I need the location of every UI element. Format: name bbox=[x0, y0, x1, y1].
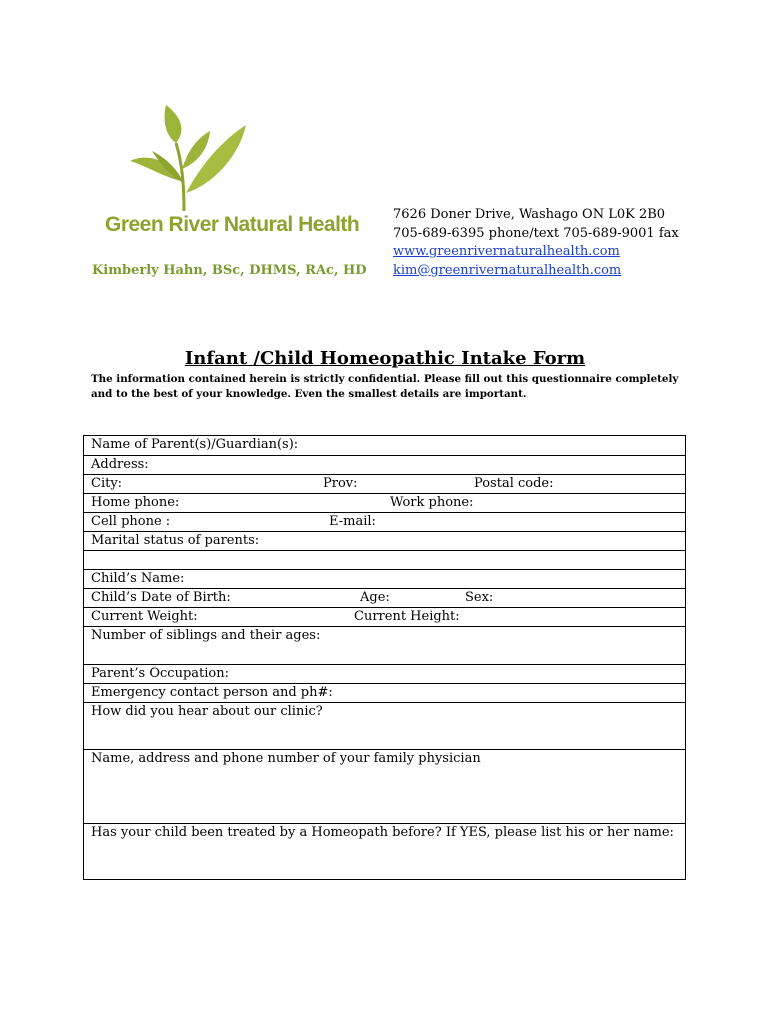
form-row-physician[interactable] bbox=[84, 749, 685, 823]
form-row-prior-homeopath[interactable] bbox=[84, 823, 685, 879]
email-link[interactable]: kim@greenrivernaturalhealth.com bbox=[393, 262, 622, 278]
label-home-phone: Home phone: bbox=[91, 495, 180, 510]
label-city: City: bbox=[91, 476, 123, 491]
label-age: Age: bbox=[360, 590, 390, 605]
form-row-city[interactable] bbox=[84, 474, 685, 493]
logo-plant-icon bbox=[124, 103, 254, 213]
form-row-phones[interactable] bbox=[84, 493, 685, 512]
form-row-child-name[interactable] bbox=[84, 569, 685, 588]
label-emergency: Emergency contact person and ph#: bbox=[91, 685, 333, 700]
label-prov: Prov: bbox=[323, 476, 358, 491]
clinic-address: 7626 Doner Drive, Washago ON L0K 2B0 bbox=[393, 207, 666, 222]
contact-block bbox=[393, 206, 679, 280]
label-occupation: Parent’s Occupation: bbox=[91, 666, 229, 681]
clinic-phones: 705-689-6395 phone/text 705-689-9001 fax bbox=[393, 225, 679, 241]
form-row-referral[interactable] bbox=[84, 702, 685, 749]
logo-name: Green River Natural Health bbox=[105, 213, 360, 236]
label-prior-homeopath: Has your child been treated by a Homeopath before? If YES, please list his or her name: bbox=[91, 825, 674, 840]
label-physician: Name, address and phone number of your family physician bbox=[91, 751, 481, 766]
form-row-address[interactable] bbox=[84, 455, 685, 474]
label-sex: Sex: bbox=[465, 590, 494, 605]
label-marital-status: Marital status of parents: bbox=[91, 533, 260, 548]
label-referral: How did you hear about our clinic? bbox=[91, 704, 323, 719]
label-cell-phone: Cell phone : bbox=[91, 514, 171, 529]
form-row-marital-status[interactable] bbox=[84, 531, 685, 550]
form-row-child-dob[interactable] bbox=[84, 588, 685, 607]
form-row-cell-email[interactable] bbox=[84, 512, 685, 531]
form-title: Infant /Child Homeopathic Intake Form bbox=[184, 348, 586, 369]
label-siblings: Number of siblings and their ages: bbox=[91, 628, 321, 643]
form-row-blank[interactable] bbox=[84, 550, 685, 569]
label-email: E-mail: bbox=[329, 514, 376, 529]
label-work-phone: Work phone: bbox=[390, 495, 474, 510]
intake-form-table bbox=[83, 435, 686, 880]
label-current-weight: Current Weight: bbox=[91, 609, 198, 624]
form-row-weight-height[interactable] bbox=[84, 607, 685, 626]
label-parent-name: Name of Parent(s)/Guardian(s): bbox=[91, 437, 299, 452]
form-row-occupation[interactable] bbox=[84, 664, 685, 683]
form-row-parent-name[interactable] bbox=[84, 436, 685, 455]
form-row-siblings[interactable] bbox=[84, 626, 685, 664]
form-intro: The information contained herein is strictly confidential. Please fill out this questionnaire completely and to the best of your knowledge. Even the smallest details are important. bbox=[91, 373, 679, 400]
label-address: Address: bbox=[91, 457, 149, 472]
label-child-dob: Child’s Date of Birth: bbox=[91, 590, 231, 605]
label-child-name: Child’s Name: bbox=[91, 571, 185, 586]
practitioner-credentials: Kimberly Hahn, BSc, DHMS, RAc, HD bbox=[92, 263, 367, 278]
website-link[interactable]: www.greenrivernaturalhealth.com bbox=[393, 244, 620, 259]
label-postal-code: Postal code: bbox=[474, 476, 554, 491]
form-row-emergency[interactable] bbox=[84, 683, 685, 702]
label-current-height: Current Height: bbox=[354, 609, 460, 624]
